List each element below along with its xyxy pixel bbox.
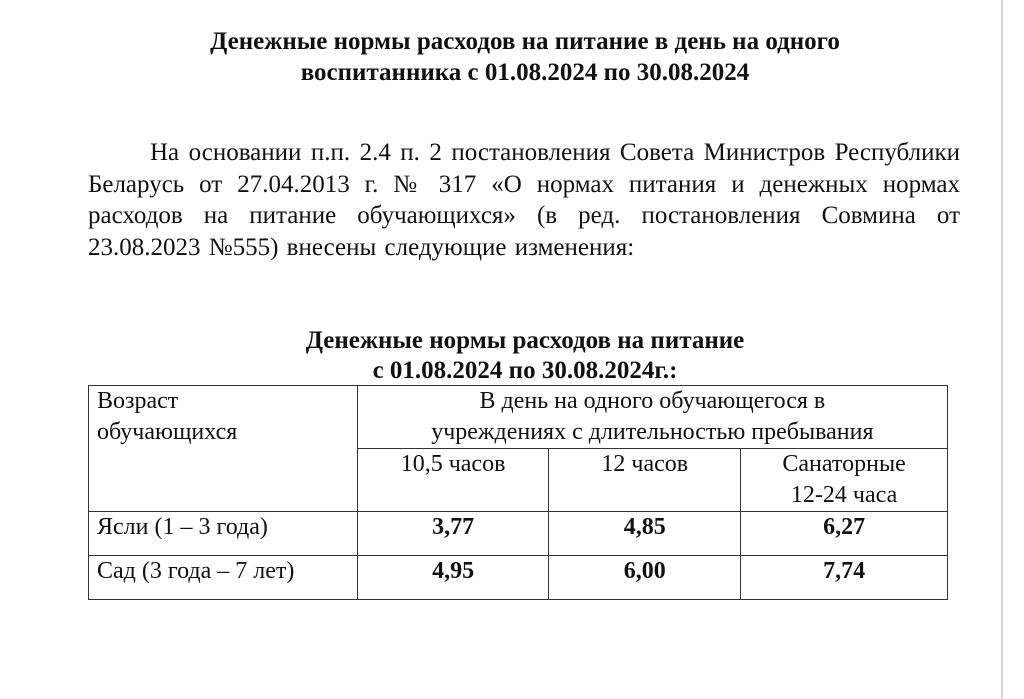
table-title <box>90 326 960 386</box>
group-header-cell <box>357 386 947 449</box>
value-cell <box>549 512 741 556</box>
document-title-line-2: воспитанника с 01.08.2024 по 30.08.2024 <box>300 59 750 86</box>
age-label: Сад (3 года – 7 лет) <box>97 558 295 584</box>
table-row <box>89 512 948 556</box>
value-cell <box>741 556 948 600</box>
intro-paragraph: На основании п.п. 2.4 п. 2 постановления Совета Министров Республики Беларусь от 27.04.2013 г. № 317 «О нормах питания и денежных нормах расходов на питание обучающихся» (в ред. постановления Совмина от 23.08.2023 №555) внесены следующие изменения: <box>88 139 960 261</box>
table-row <box>89 556 948 600</box>
age-header-cell <box>89 386 358 512</box>
age-label: Ясли (1 – 3 года) <box>97 514 268 540</box>
age-header-line-1: Возраст <box>97 388 179 414</box>
table-header-row <box>89 386 948 449</box>
group-header-line-1: В день на одного обучающегося в <box>479 388 826 414</box>
column-header-10-5-hours-label: 10,5 часов <box>400 451 506 477</box>
value-cell <box>357 512 549 556</box>
value-10-5-hours: 3,77 <box>432 514 475 540</box>
age-header-line-2: обучающихся <box>97 419 238 445</box>
column-header-12-hours-label: 12 часов <box>601 451 689 477</box>
age-cell <box>89 512 358 556</box>
value-12-hours: 4,85 <box>623 514 666 540</box>
page-edge-line <box>1001 0 1003 699</box>
column-header-sanatorium-line-2: 12-24 часа <box>790 482 898 508</box>
value-sanatorium: 6,27 <box>823 514 866 540</box>
group-header-line-2: учреждениях с длительностью пребывания <box>431 419 874 445</box>
value-12-hours: 6,00 <box>623 558 666 584</box>
column-header-10-5-hours <box>357 449 549 512</box>
table-title-line-2: с 01.08.2024 по 30.08.2024г.: <box>372 357 678 384</box>
column-header-sanatorium-line-1: Санаторные <box>782 451 906 477</box>
value-10-5-hours: 4,95 <box>432 558 475 584</box>
value-cell <box>357 556 549 600</box>
document-title-line-1: Денежные нормы расходов на питание в день на одного <box>210 28 840 55</box>
norms-table <box>88 385 948 600</box>
age-cell <box>89 556 358 600</box>
document-title <box>90 26 960 88</box>
column-header-12-hours <box>549 449 741 512</box>
value-cell <box>741 512 948 556</box>
column-header-sanatorium <box>741 449 948 512</box>
table-title-line-1: Денежные нормы расходов на питание <box>305 327 745 354</box>
value-cell <box>549 556 741 600</box>
value-sanatorium: 7,74 <box>823 558 866 584</box>
